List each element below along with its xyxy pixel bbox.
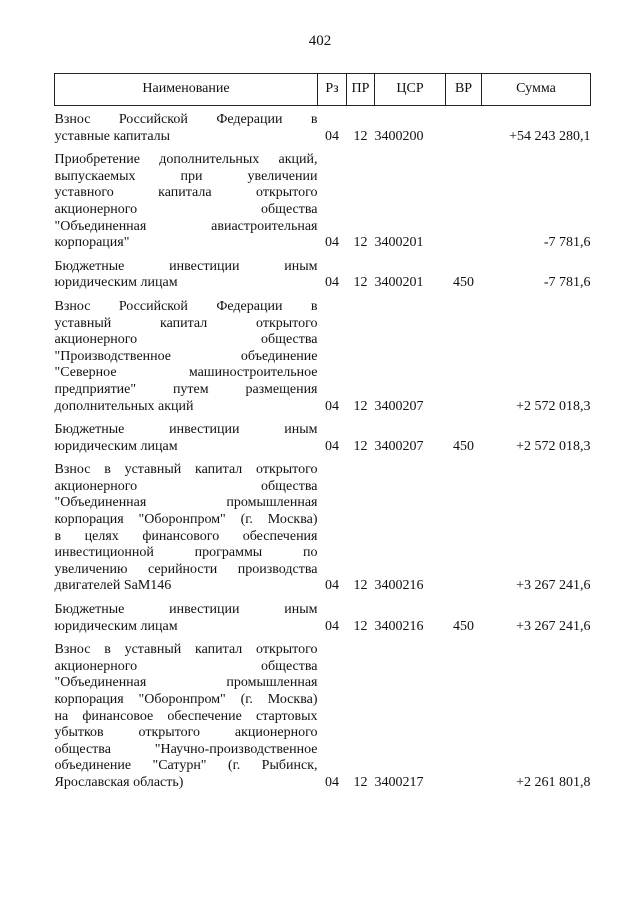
row-name-line: акционерного общества [54, 478, 318, 494]
row-name-line: Бюджетные инвестиции иным [54, 602, 318, 618]
row-name-line: уставного капитала открытого [54, 185, 318, 201]
row-name-line: акционерного общества [54, 332, 318, 348]
row-rz: 04 [325, 398, 339, 414]
row-name-line: Взнос Российской Федерации в [54, 112, 318, 127]
row-name-line: общества "Научно-производственное [54, 741, 318, 757]
row-sum: +2 261 801,8 [516, 774, 591, 790]
row-sum: +2 572 018,3 [516, 398, 591, 414]
row-name-line: корпорация" [54, 235, 130, 251]
table-row [55, 642, 591, 798]
row-vr [446, 462, 482, 602]
row-name-line: увеличению серийности производства [54, 561, 318, 577]
row-name [55, 152, 318, 259]
row-name-line: выпускаемых при увеличении [54, 168, 318, 184]
row-csr: 3400207 [374, 398, 424, 414]
header-sum: Сумма [482, 74, 591, 106]
row-vr: 450 [453, 438, 474, 454]
table-row [55, 259, 591, 299]
row-rz: 04 [325, 578, 339, 594]
row-name-line: в целях финансового обеспечения [54, 528, 318, 544]
row-name-line: "Производственное объединение [54, 348, 318, 364]
table-body [55, 106, 591, 799]
row-name-line: Приобретение дополнительных акций, [54, 152, 318, 168]
row-pr: 12 [353, 618, 368, 634]
table-row [55, 299, 591, 422]
row-rz: 04 [325, 128, 339, 144]
header-pr: ПР [347, 74, 375, 106]
row-sum: +3 267 241,6 [516, 578, 591, 594]
table-header-row [55, 74, 591, 106]
row-pr: 12 [353, 774, 368, 790]
table-row [55, 152, 591, 259]
row-name-line: Взнос в уставный капитал открытого [54, 642, 318, 658]
row-vr [446, 152, 482, 259]
header-vr: ВР [446, 74, 482, 106]
row-name-line: дополнительных акций [54, 398, 194, 414]
row-vr: 450 [453, 618, 474, 634]
row-name-line: Бюджетные инвестиции иным [54, 422, 318, 438]
row-name-line: акционерного общества [54, 658, 318, 674]
row-rz: 04 [325, 438, 339, 454]
table-row [55, 602, 591, 642]
row-sum: +2 572 018,3 [516, 438, 591, 454]
page-number: 402 [308, 33, 332, 49]
row-name-line: "Объединенная промышленная [54, 675, 318, 691]
row-name-line: корпорация "Оборонпром" (г. Москва) [54, 692, 318, 707]
row-sum: -7 781,6 [543, 275, 591, 291]
row-vr [446, 106, 482, 153]
row-sum: +3 267 241,6 [516, 618, 591, 634]
row-name-line: корпорация "Оборонпром" (г. Москва) [54, 512, 318, 528]
row-name-line: объединение "Сатурн" (г. Рыбинск, [54, 758, 318, 774]
row-name-line: "Объединенная авиастроительная [54, 218, 318, 234]
row-name-line: Бюджетные инвестиции иным [54, 258, 318, 274]
table-row [55, 106, 591, 153]
row-name [55, 299, 318, 422]
row-rz: 04 [325, 618, 339, 634]
row-csr: 3400217 [374, 774, 424, 790]
row-pr: 12 [353, 398, 368, 414]
row-pr: 12 [353, 128, 368, 144]
row-pr: 12 [353, 438, 368, 454]
row-vr [446, 299, 482, 422]
row-name [55, 422, 318, 462]
row-name-line: юридическим лицам [54, 618, 178, 634]
row-name [55, 642, 318, 798]
row-name [55, 106, 318, 153]
row-name [55, 602, 318, 642]
row-csr: 3400207 [374, 438, 424, 454]
row-name-line: Ярославская область) [54, 774, 184, 790]
row-csr: 3400216 [374, 618, 424, 634]
row-name [55, 462, 318, 602]
row-name-line: "Северное машиностроительное [54, 365, 318, 381]
row-name-line: на финансовое обеспечение стартовых [54, 708, 318, 724]
row-name-line: юридическим лицам [54, 438, 178, 454]
header-name: Наименование [55, 74, 318, 106]
row-name-line: уставный капитал открытого [54, 315, 318, 331]
budget-table [54, 73, 591, 799]
row-name-line: двигателей SaM146 [54, 578, 172, 594]
row-name-line: "Объединенная промышленная [54, 495, 318, 511]
row-rz: 04 [325, 235, 339, 251]
row-pr: 12 [353, 235, 368, 251]
row-name-line: Взнос в уставный капитал открытого [54, 462, 318, 478]
row-vr: 450 [453, 275, 474, 291]
row-name [55, 259, 318, 299]
row-name-line: инвестиционной программы по [54, 545, 318, 561]
row-name-line: уставные капиталы [54, 128, 171, 144]
table-row [55, 462, 591, 602]
row-name-line: Взнос Российской Федерации в [54, 298, 318, 314]
row-csr: 3400216 [374, 578, 424, 594]
row-sum: -7 781,6 [543, 235, 591, 251]
row-name-line: акционерного общества [54, 201, 318, 217]
header-csr: ЦСР [375, 74, 446, 106]
table-row [55, 422, 591, 462]
row-pr: 12 [353, 578, 368, 594]
row-rz: 04 [325, 774, 339, 790]
row-name-line: убытков открытого акционерного [54, 725, 318, 741]
row-csr: 3400200 [374, 128, 424, 144]
row-sum: +54 243 280,1 [509, 128, 591, 144]
row-name-line: юридическим лицам [54, 275, 178, 291]
row-csr: 3400201 [374, 275, 424, 291]
row-rz: 04 [325, 275, 339, 291]
header-rz: Рз [318, 74, 347, 106]
row-name-line: предприятие" путем размещения [54, 381, 318, 397]
row-vr [446, 642, 482, 798]
row-csr: 3400201 [374, 235, 424, 251]
row-pr: 12 [353, 275, 368, 291]
